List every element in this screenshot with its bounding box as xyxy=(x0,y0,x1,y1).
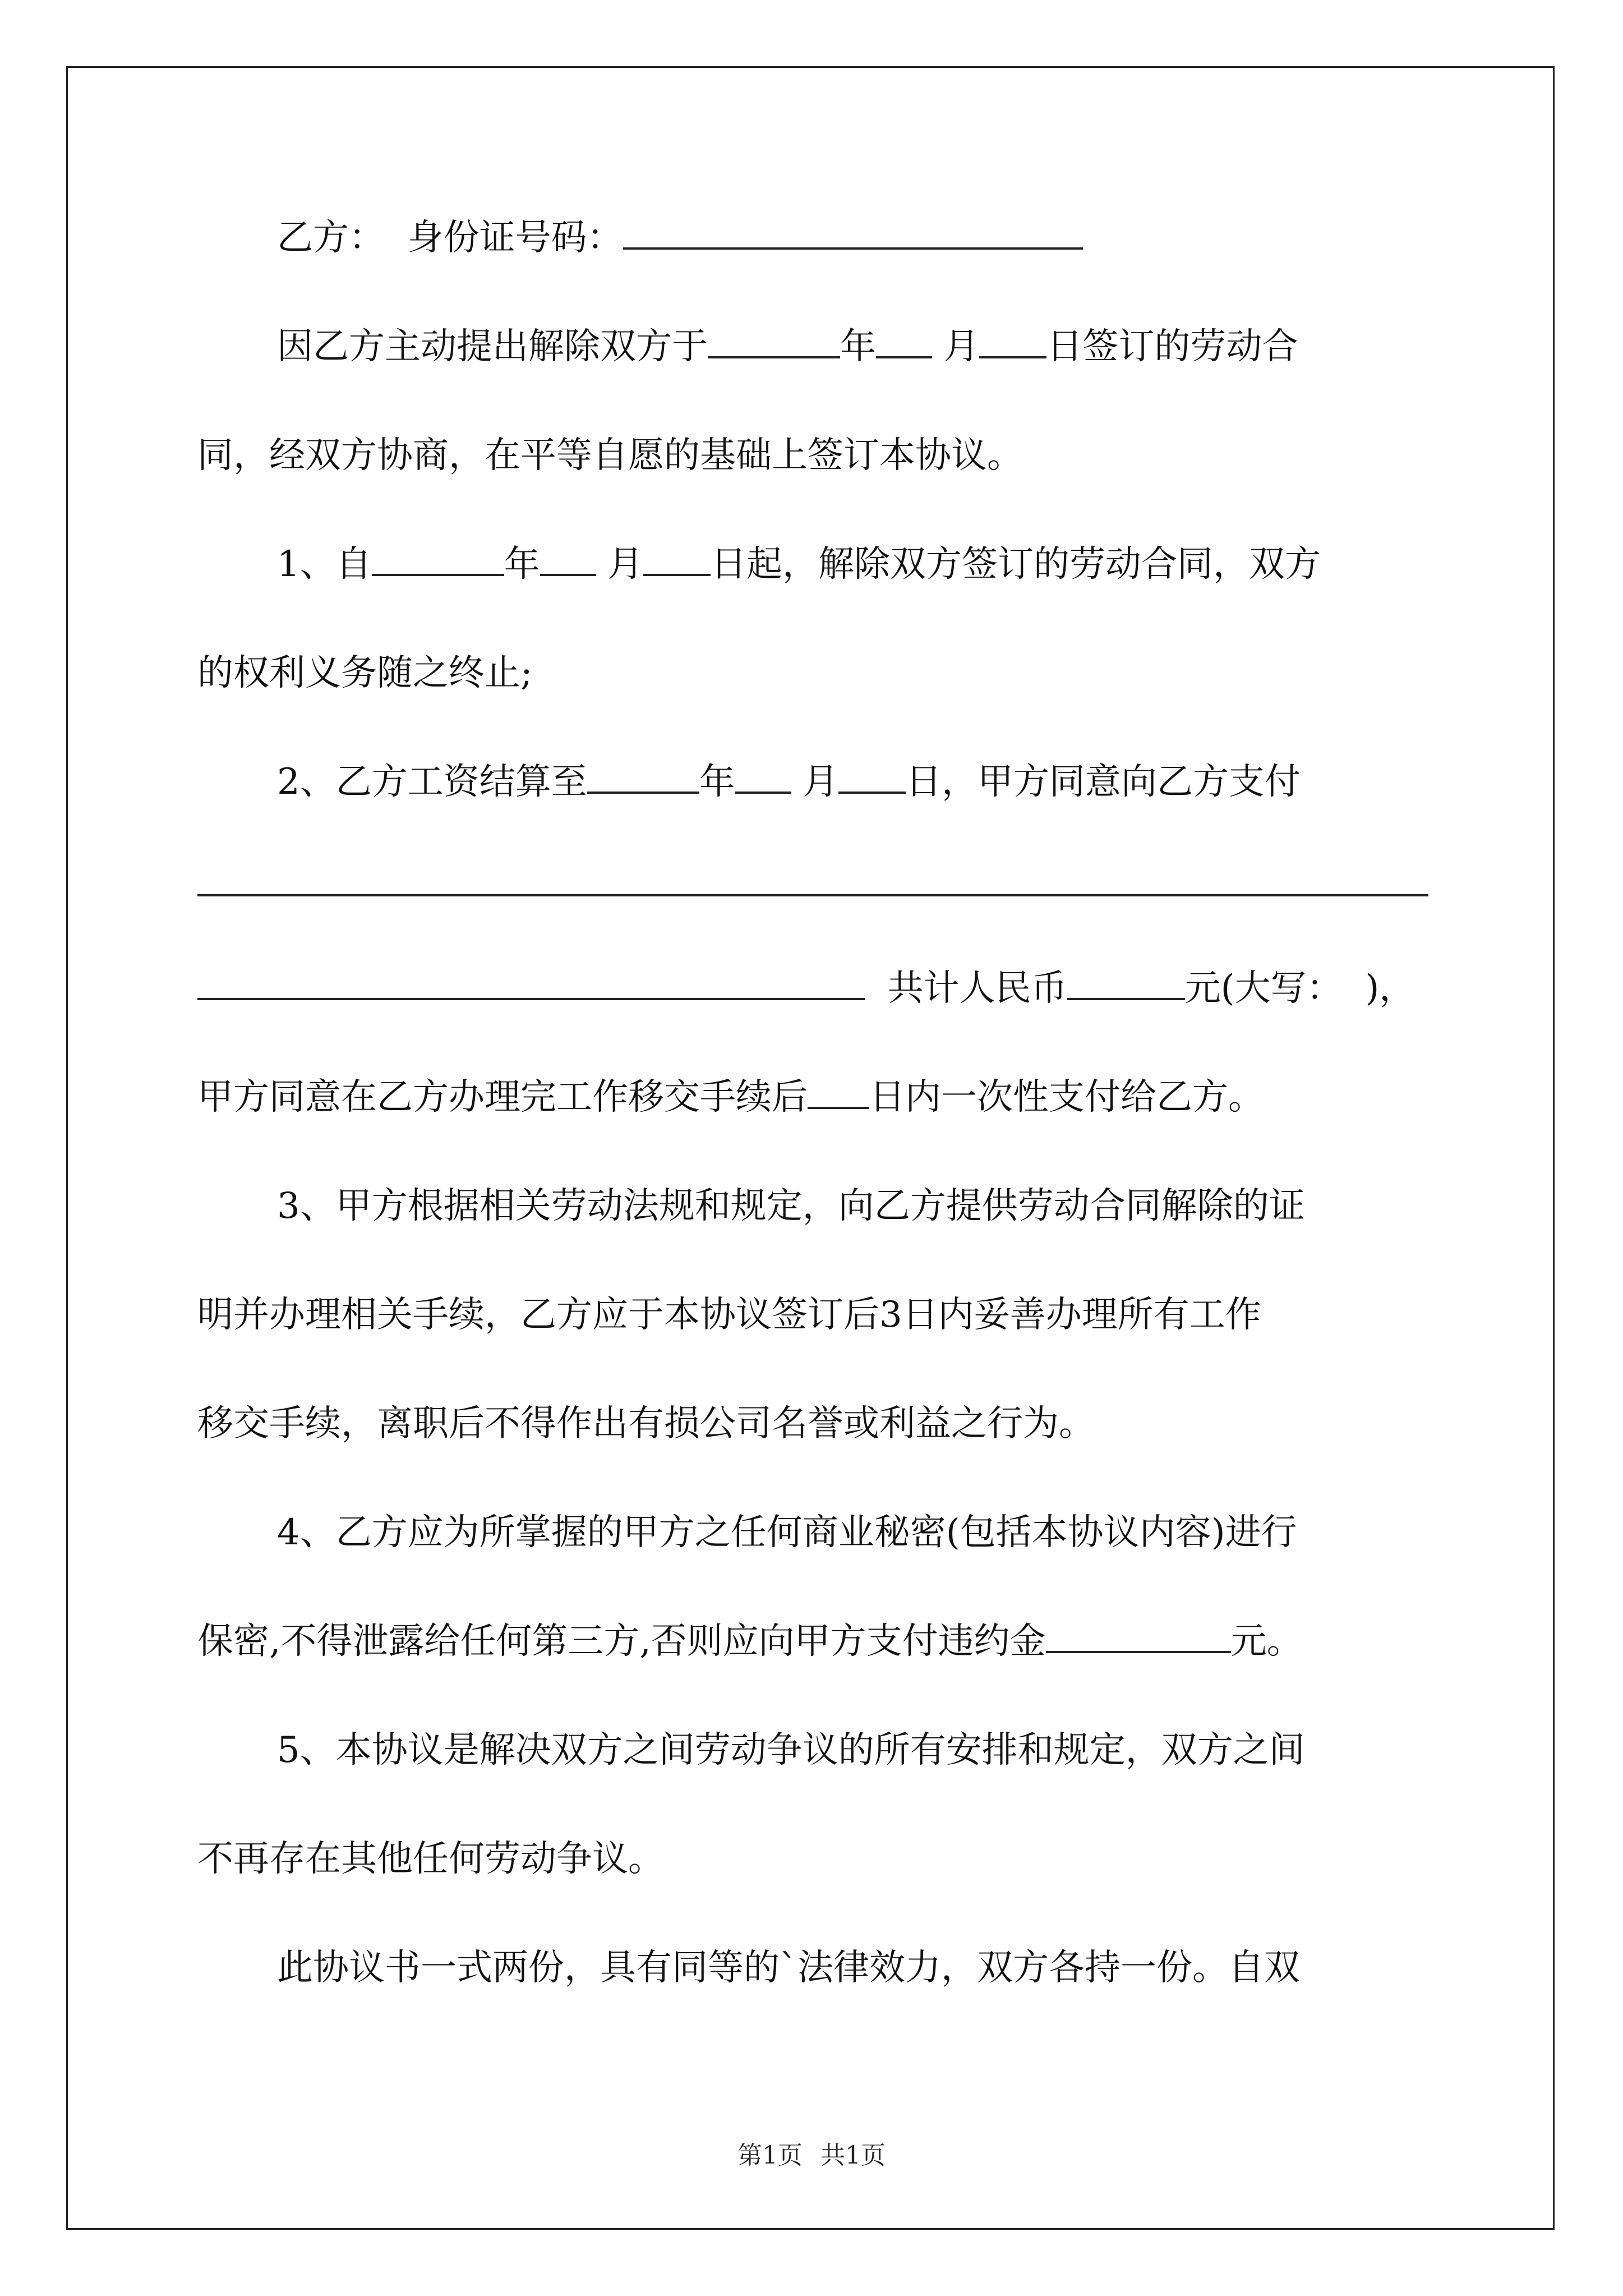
item2-text-c: 甲方同意在乙方办理完工作移交手续后 xyxy=(197,1076,808,1118)
payment-detail-blank-2[interactable] xyxy=(197,964,865,1000)
item2-year-label: 年 xyxy=(699,761,735,803)
item1-day-blank[interactable] xyxy=(643,540,711,576)
item2-total-label: 共计人民币 xyxy=(887,968,1067,1009)
page-number-total: 共1页 xyxy=(820,2141,886,2170)
item1-year-blank[interactable] xyxy=(372,540,504,576)
item5-line-1: 5、本协议是解决双方之间劳动争议的所有安排和规定，双方之间 xyxy=(277,1729,1305,1771)
intro-day-blank[interactable] xyxy=(979,323,1046,358)
intro-year-label: 年 xyxy=(840,326,876,367)
item3-line-1: 3、甲方根据相关劳动法规和规定，向乙方提供劳动合同解除的证 xyxy=(277,1185,1305,1227)
item2-day-blank[interactable] xyxy=(838,758,906,794)
id-number-blank[interactable] xyxy=(623,214,1083,250)
document-body xyxy=(197,213,1428,1993)
item2-text-d: 日内一次性支付给乙方。 xyxy=(869,1076,1264,1118)
item1-line-1 xyxy=(197,540,1428,589)
intro-line-2: 同，经双方协商，在平等自愿的基础上签订本协议。 xyxy=(197,435,1023,476)
page-footer xyxy=(0,2135,1623,2171)
item1-text-b: 日起，解除双方签订的劳动合同，双方 xyxy=(711,544,1321,585)
item2-line-1 xyxy=(197,757,1428,807)
item1-month-blank[interactable] xyxy=(540,540,596,576)
intro-month-blank[interactable] xyxy=(876,323,932,358)
intro-text-a: 因乙方主动提出解除双方于 xyxy=(277,326,708,367)
intro-month-label: 月 xyxy=(943,326,980,367)
item1-year-label: 年 xyxy=(504,544,540,585)
item2-month-blank[interactable] xyxy=(735,758,791,794)
party-b-line xyxy=(197,213,1428,263)
item2-text-a: 2、乙方工资结算至 xyxy=(277,761,587,803)
item2-year-blank[interactable] xyxy=(587,758,699,794)
item5-line-2: 不再存在其他任何劳动争议。 xyxy=(197,1838,664,1880)
item2-text-b: 日，甲方同意向乙方支付 xyxy=(906,761,1301,803)
item2-month-label: 月 xyxy=(803,761,839,803)
item1-text-a: 1、自 xyxy=(277,544,372,585)
item1-line-2: 的权利义务随之终止; xyxy=(197,652,533,694)
item4-text-c: 元。 xyxy=(1230,1621,1303,1662)
page-number-current: 第1页 xyxy=(737,2141,803,2170)
item2-line-4 xyxy=(197,1073,1428,1122)
payment-detail-blank[interactable] xyxy=(197,894,1428,896)
item3-line-3: 移交手续，离职后不得作出有损公司名誉或利益之行为。 xyxy=(197,1403,1095,1444)
party-b-label: 乙方： xyxy=(277,217,385,259)
item4-line-2 xyxy=(197,1617,1428,1666)
intro-text-b: 日签订的劳动合 xyxy=(1046,326,1298,367)
intro-year-blank[interactable] xyxy=(708,323,840,358)
item4-line-1: 4、乙方应为所掌握的甲方之任何商业秘密(包括本协议内容)进行 xyxy=(277,1512,1297,1553)
item4-text-b: 保密,不得泄露给任何第三方,否则应向甲方支付违约金 xyxy=(197,1621,1046,1662)
item2-yuan-label: 元(大写： )， xyxy=(1184,968,1415,1009)
item2-line-3 xyxy=(197,964,1428,1013)
item2-amount-blank[interactable] xyxy=(1067,964,1185,1000)
item2-days-blank[interactable] xyxy=(808,1073,869,1109)
penalty-amount-blank[interactable] xyxy=(1046,1617,1231,1653)
item1-month-label: 月 xyxy=(607,544,644,585)
item3-line-2: 明并办理相关手续，乙方应于本协议签订后3日内妥善办理所有工作 xyxy=(197,1294,1261,1336)
intro-line-1 xyxy=(197,322,1428,371)
id-number-label: 身份证号码： xyxy=(407,217,623,259)
closing-line-1: 此协议书一式两份，具有同等的`法律效力，双方各持一份。自双 xyxy=(277,1947,1300,1989)
